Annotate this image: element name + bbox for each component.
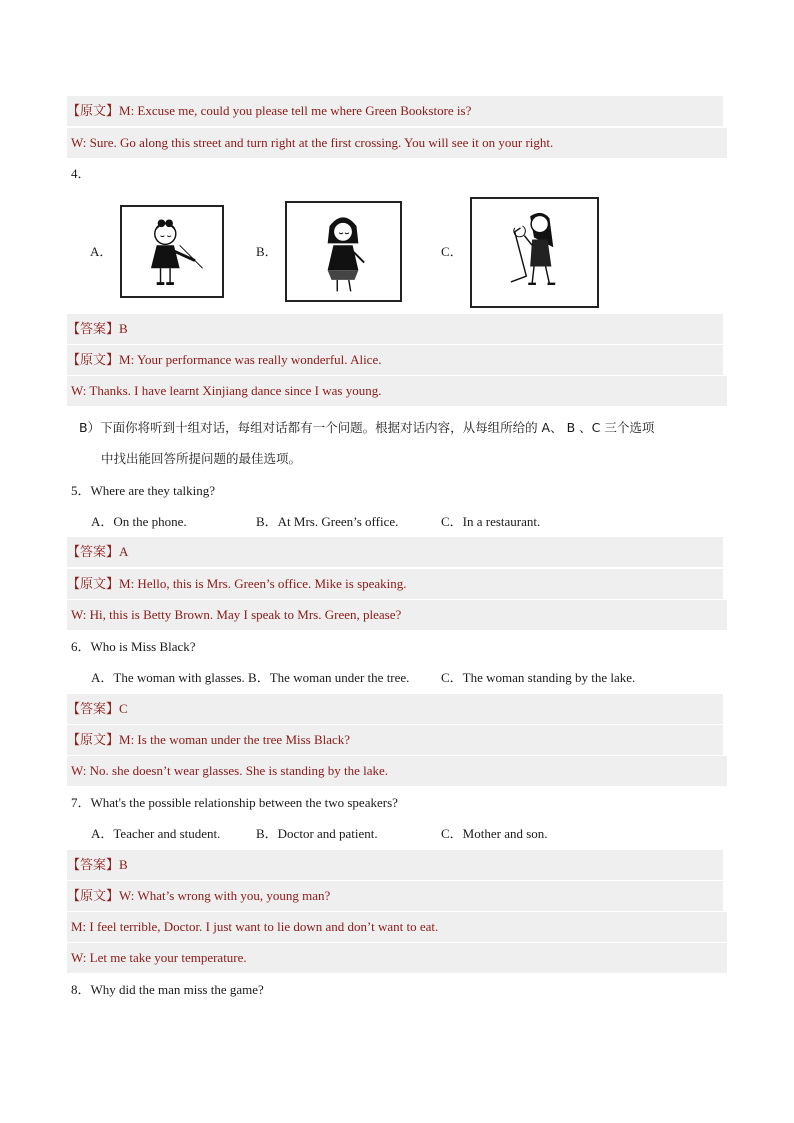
section-b-instruction-line1: B）下面你将听到十组对话，每组对话都有一个问题。根据对话内容，从每组所给的 A、 B 、C 三个选项 bbox=[79, 420, 655, 435]
answer-tag: 【答案】 bbox=[67, 857, 120, 872]
transcript-text: W: Sure. Go along this street and turn right at the first crossing. You will see it on your right. bbox=[71, 135, 554, 150]
answer-value: B bbox=[119, 857, 128, 872]
q3-transcript-line1 bbox=[67, 96, 723, 126]
section-b-instruction-line2: 中找出能回答所提问题的最佳选项。 bbox=[101, 451, 302, 466]
q7-option-a: A．Teacher and student. bbox=[91, 826, 221, 841]
q8-question: 8．Why did the man miss the game? bbox=[71, 982, 264, 997]
answer-tag: 【答案】 bbox=[67, 701, 120, 716]
q4-label-c: C． bbox=[441, 244, 463, 259]
transcript-text: M: I feel terrible, Doctor. I just want to lie down and don’t want to eat. bbox=[71, 919, 439, 934]
transcript-text: M: Your performance was really wonderful. Alice. bbox=[119, 352, 382, 367]
dancing-girl-illustration bbox=[287, 203, 400, 300]
q6-transcript-line2 bbox=[67, 756, 727, 786]
q5-option-b: B．At Mrs. Green’s office. bbox=[256, 514, 399, 529]
q5-answer-row bbox=[67, 537, 723, 567]
q4-picture-b-dancing-girl bbox=[285, 201, 402, 302]
q7-transcript-line1 bbox=[67, 881, 723, 911]
transcript-text: W: Thanks. I have learnt Xinjiang dance since I was young. bbox=[71, 383, 382, 398]
answer-tag: 【答案】 bbox=[67, 321, 120, 336]
q7-question: 7．What's the possible relationship between the two speakers? bbox=[71, 795, 398, 810]
q5-transcript-line1 bbox=[67, 569, 723, 599]
transcript-text: M: Excuse me, could you please tell me where Green Bookstore is? bbox=[119, 103, 472, 118]
q5-transcript-line2 bbox=[67, 600, 727, 630]
q5-option-a: A．On the phone. bbox=[91, 514, 187, 529]
yuanwen-tag: 【原文】 bbox=[67, 576, 120, 591]
yuanwen-tag: 【原文】 bbox=[67, 732, 120, 747]
q4-answer-row bbox=[67, 314, 723, 344]
yuanwen-tag: 【原文】 bbox=[67, 888, 120, 903]
answer-value: B bbox=[119, 321, 128, 336]
transcript-text: W: No. she doesn’t wear glasses. She is standing by the lake. bbox=[71, 763, 388, 778]
q4-number: 4． bbox=[71, 166, 91, 181]
q5-question: 5．Where are they talking? bbox=[71, 483, 216, 498]
q4-transcript-line2 bbox=[67, 376, 727, 406]
transcript-text: M: Hello, this is Mrs. Green’s office. Mike is speaking. bbox=[119, 576, 407, 591]
q4-picture-a-violin-girl bbox=[120, 205, 224, 298]
transcript-text: W: Let me take your temperature. bbox=[71, 950, 247, 965]
q6-option-ab: A．The woman with glasses. B．The woman under the tree. bbox=[91, 670, 410, 685]
q6-transcript-line1 bbox=[67, 725, 723, 755]
answer-value: C bbox=[119, 701, 128, 716]
q4-transcript-line1 bbox=[67, 345, 723, 375]
yuanwen-tag: 【原文】 bbox=[67, 352, 120, 367]
q7-option-b: B．Doctor and patient. bbox=[256, 826, 378, 841]
q6-answer-row bbox=[67, 694, 723, 724]
q5-option-c: C．In a restaurant. bbox=[441, 514, 541, 529]
q7-transcript-line3 bbox=[67, 943, 727, 973]
q7-transcript-line2 bbox=[67, 912, 727, 942]
q7-answer-row bbox=[67, 850, 723, 880]
q4-label-a: A． bbox=[90, 244, 113, 259]
singing-girl-illustration bbox=[472, 199, 597, 306]
answer-value: A bbox=[119, 544, 129, 559]
q3-transcript-line2 bbox=[67, 128, 727, 158]
yuanwen-tag: 【原文】 bbox=[67, 103, 120, 118]
q4-picture-c-singing-girl bbox=[470, 197, 599, 308]
q7-option-c: C．Mother and son. bbox=[441, 826, 548, 841]
transcript-text: W: What’s wrong with you, young man? bbox=[119, 888, 331, 903]
q4-label-b: B． bbox=[256, 244, 278, 259]
answer-tag: 【答案】 bbox=[67, 544, 120, 559]
transcript-text: M: Is the woman under the tree Miss Black? bbox=[119, 732, 351, 747]
q6-option-c: C．The woman standing by the lake. bbox=[441, 670, 636, 685]
transcript-text: W: Hi, this is Betty Brown. May I speak to Mrs. Green, please? bbox=[71, 607, 402, 622]
violin-girl-illustration bbox=[122, 207, 222, 296]
q6-question: 6．Who is Miss Black? bbox=[71, 639, 196, 654]
